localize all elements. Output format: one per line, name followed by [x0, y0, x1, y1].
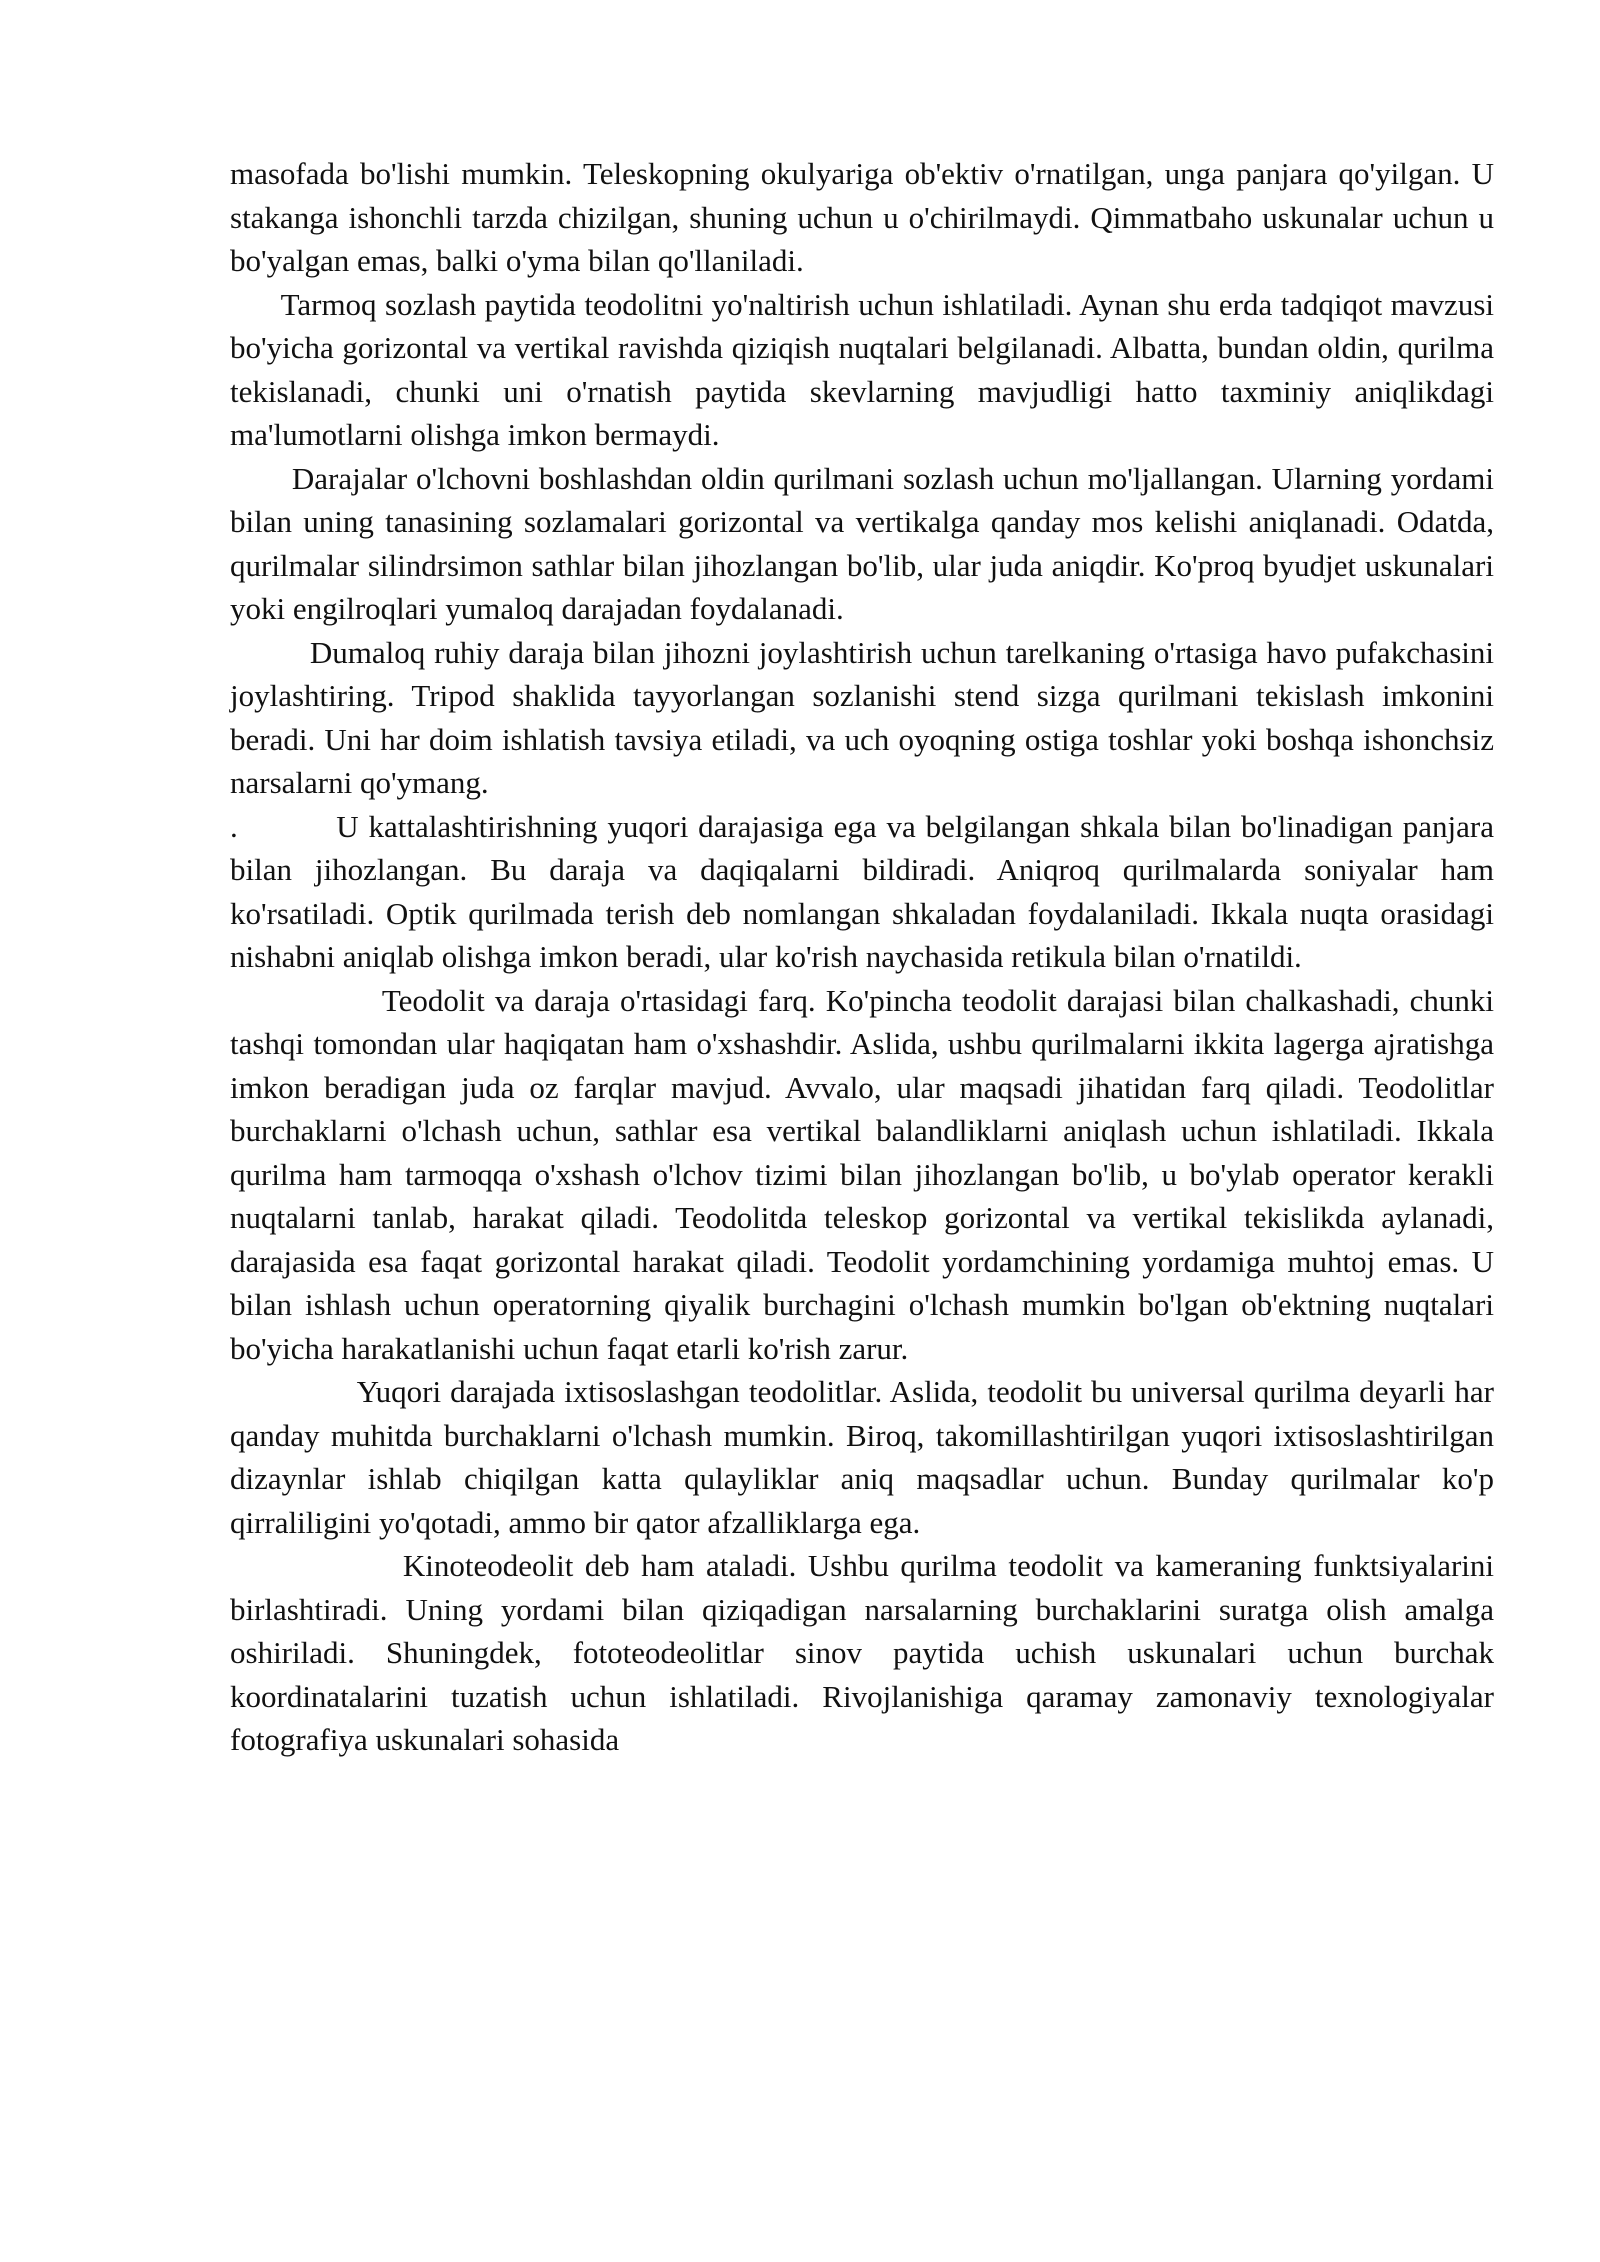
paragraph-3: Darajalar o'lchovni boshlashdan oldin qurilmani sozlash uchun mo'ljallangan. Ularning yordami bilan uning tanasining sozlamalari gorizontal va vertikalga qanday mos kelishi aniqlanadi. Odatda, qurilmalar silindrsimon sathlar bilan jihozlangan bo'lib, ular juda aniqdir. Ko'proq byudjet uskunalari yoki engilroqlari yumaloq darajadan foydalanadi.	[230, 460, 1502, 626]
paragraph-2: Tarmoq sozlash paytida teodolitni yo'naltirish uchun ishlatiladi. Aynan shu erda tadqiqot mavzusi bo'yicha gorizontal va vertikal ravishda qiziqish nuqtalari belgilanadi. Albatta, bundan oldin, qurilma tekislanadi, chunki uni o'rnatish paytida skevlarning mavjudligi hatto taxminiy aniqlikdagi ma'lumotlarni olishga imkon bermaydi.	[230, 286, 1502, 452]
paragraph-4: Dumaloq ruhiy daraja bilan jihozni joylashtirish uchun tarelkaning o'rtasiga havo pufakchasini joylashtiring. Tripod shaklida tayyorlangan sozlanishi stend sizga qurilmani tekislash imkonini beradi. Uni har doim ishlatish tavsiya etiladi, va uch oyoqning ostiga toshlar yoki boshqa ishonchsiz narsalarni qo'ymang.	[230, 634, 1502, 800]
paragraph-8: Kinoteodeolit deb ham ataladi. Ushbu qurilma teodolit va kameraning funktsiyalarini birlashtiradi. Uning yordami bilan qiziqadigan narsalarning burchaklarini suratga olish amalga oshiriladi. Shuningdek, fototeodeolitlar sinov paytida uchish uskunalari uchun burchak koordinatalarini tuzatish uchun ishlatiladi. Rivojlanishiga qaramay zamonaviy texnologiyalar fotografiya uskunalari sohasida	[230, 1548, 1502, 1757]
paragraph-6: Teodolit va daraja o'rtasidagi farq. Ko'pincha teodolit darajasi bilan chalkashadi, chunki tashqi tomondan ular haqiqatan ham o'xshashdir. Aslida, ushbu qurilmalarni ikkita lagerga ajratishga imkon beradigan juda oz farqlar mavjud. Avvalo, ular maqsadi jihatidan farq qiladi. Teodolitlar burchaklarni o'lchash uchun, sathlar esa vertikal balandliklarni aniqlash uchun ishlatiladi. Ikkala qurilma ham tarmoqqa o'xshash o'lchov tizimi bilan jihozlangan bo'lib, u bo'ylab operator kerakli nuqtalarni tanlab, harakat qiladi. Teodolitda teleskop gorizontal va vertikal tekislikda aylanadi, darajasida esa faqat gorizontal harakat qiladi. Teodolit yordamchining yordamiga muhtoj emas. U bilan ishlash uchun operatorning qiyalik burchagini o'lchash mumkin bo'lgan ob'ektning nuqtalari bo'yicha harakatlanishi uchun faqat etarli ko'rish zarur.	[230, 982, 1502, 1366]
paragraph-1: masofada bo'lishi mumkin. Teleskopning okulyariga ob'ektiv o'rnatilgan, unga panjara qo'yilgan. U stakanga ishonchli tarzda chizilgan, shuning uchun u o'chirilmaydi. Qimmatbaho uskunalar uchun u bo'yalgan emas, balki o'yma bilan qo'llaniladi.	[230, 156, 1502, 278]
paragraph-5: . U kattalashtirishning yuqori darajasiga ega va belgilangan shkala bilan bo'linadigan panjara bilan jihozlangan. Bu daraja va daqiqalarni bildiradi. Aniqroq qurilmalarda soniyalar ham ko'rsatiladi. Optik qurilmada terish deb nomlangan shkaladan foydalaniladi. Ikkala nuqta orasidagi nishabni aniqlab olishga imkon beradi, ular ko'rish naychasida retikula bilan o'rnatildi.	[230, 808, 1502, 974]
paragraph-7: Yuqori darajada ixtisoslashgan teodolitlar. Aslida, teodolit bu universal qurilma deyarli har qanday muhitda burchaklarni o'lchash mumkin. Biroq, takomillashtirilgan yuqori ixtisoslashtirilgan dizaynlar ishlab chiqilgan katta qulayliklar aniq maqsadlar uchun. Bunday qurilmalar ko'p qirraliligini yo'qotadi, ammo bir qator afzalliklarga ega.	[230, 1374, 1502, 1540]
document-page	[230, 152, 1502, 1762]
